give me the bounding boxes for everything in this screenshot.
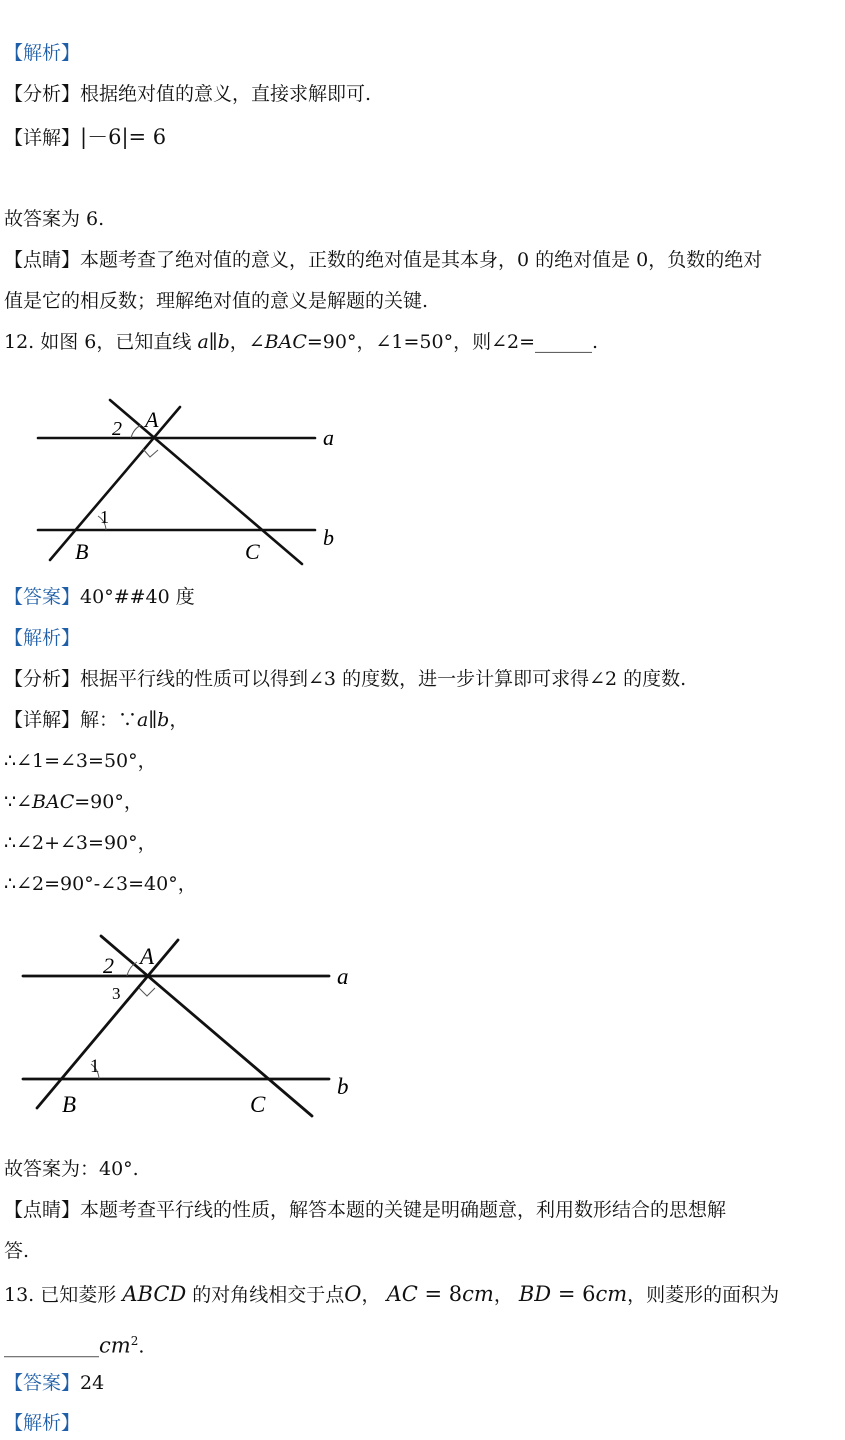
label-A: A <box>145 407 159 432</box>
fenxi-tag: 【分析】 <box>4 83 81 105</box>
right-angle-mark <box>143 449 158 457</box>
analysis-header-12 <box>4 625 80 651</box>
xiangjie-p1: 解：∵ <box>80 709 138 731</box>
sol-label-C: C <box>250 1092 266 1117</box>
eq-ac: = 8 <box>417 1282 463 1306</box>
analysis-header <box>4 40 80 66</box>
xiangjie-tag-12: 【详解】 <box>4 709 81 731</box>
line-b: b <box>217 331 230 353</box>
fenxi-text-12: 根据平行线的性质可以得到∠3 的度数，进一步计算即可求得∠2 的度数. <box>80 668 687 690</box>
parallel-symbol: ∥ <box>208 331 218 353</box>
q13-text-4: ， <box>493 1284 513 1306</box>
answer-line-12 <box>4 1156 139 1182</box>
sol-label-A: A <box>140 944 155 969</box>
comment-line-1 <box>4 247 762 273</box>
dianjing-text-2: 值是它的相反数；理解绝对值的意义是解题的关键. <box>4 290 429 312</box>
q13-text-3: ， <box>361 1284 381 1306</box>
jiexi-tag: 【解析】 <box>4 42 81 64</box>
step-4 <box>4 871 197 897</box>
analysis-header-13 <box>4 1410 80 1436</box>
step-3 <box>4 830 157 856</box>
sol-label-B: B <box>62 1092 77 1117</box>
daan-tag: 【答案】 <box>4 586 81 608</box>
answer-13 <box>4 1370 104 1396</box>
sol-line-ac <box>101 936 312 1116</box>
q13-text-5: ，则菱形的面积为 <box>627 1284 780 1306</box>
figure-6-svg <box>30 395 350 575</box>
comment-line-12-1 <box>4 1197 726 1223</box>
comment-line-12-2 <box>4 1238 29 1264</box>
line-a: a <box>197 331 209 353</box>
step-1 <box>4 748 157 774</box>
eq-bd: = 6 <box>551 1282 596 1306</box>
figure-solution <box>15 930 365 1125</box>
xiangjie-par: ∥ <box>148 709 158 731</box>
unit-superscript: 2 <box>130 1334 139 1348</box>
analysis-line-12 <box>4 666 686 692</box>
label-B: B <box>75 539 89 564</box>
label-a: a <box>323 425 334 450</box>
unit-cm-1: cm <box>462 1282 494 1306</box>
figure-solution-svg <box>15 930 365 1125</box>
line-ac <box>110 400 302 564</box>
question-13-line-2 <box>4 1328 144 1359</box>
question-number: 12. <box>4 331 35 353</box>
point-o: O <box>344 1282 362 1306</box>
angle-2-arc <box>131 425 141 438</box>
comment-line-2 <box>4 288 428 314</box>
xiangjie-a: a <box>137 709 149 731</box>
answer-12 <box>4 584 195 610</box>
answer-blank: __________ <box>4 1335 99 1358</box>
diag-ac: AC <box>386 1282 418 1306</box>
q12-text-3: =90°，∠1=50°，则∠2=______. <box>306 331 599 353</box>
fenxi-text: 根据绝对值的意义，直接求解即可. <box>80 83 372 105</box>
q12-text-2: ，∠ <box>229 331 265 353</box>
xiangjie-tag: 【详解】 <box>4 127 81 149</box>
q13-text-1: 已知菱形 <box>40 1284 117 1306</box>
question-13 <box>4 1281 779 1308</box>
q13-text-2: 的对角线相交于点 <box>192 1284 345 1306</box>
label-b: b <box>323 525 334 550</box>
jiexi-tag-12: 【解析】 <box>4 627 81 649</box>
question-12 <box>4 329 598 355</box>
fenxi-tag-12: 【分析】 <box>4 668 81 690</box>
label-2: 2 <box>112 418 122 440</box>
detail-line-12 <box>4 707 188 733</box>
figure-6 <box>30 395 350 575</box>
dianjing-text-12-1: 本题考查平行线的性质，解答本题的关键是明确题意，利用数形结合的思想解 <box>80 1199 727 1221</box>
dianjing-tag: 【点睛】 <box>4 249 81 271</box>
step-3-text: ∴∠2+∠3=90°， <box>4 832 157 854</box>
answer-line <box>4 206 104 232</box>
answer-text-12: 故答案为：40°. <box>4 1158 139 1180</box>
sol-label-a: a <box>337 964 349 989</box>
step-2b: BAC <box>32 791 75 813</box>
step-4-text: ∴∠2=90°-∠3=40°， <box>4 873 197 895</box>
analysis-line <box>4 81 371 107</box>
question-number-13: 13. <box>4 1284 35 1306</box>
daan-text-13: 24 <box>80 1372 105 1394</box>
jiexi-tag-13: 【解析】 <box>4 1412 81 1434</box>
abs-expression: |－6|= 6 <box>80 125 167 149</box>
diag-bd: BD <box>518 1282 552 1306</box>
label-C: C <box>245 539 260 564</box>
dianjing-tag-12: 【点睛】 <box>4 1199 81 1221</box>
q12-text-1: 如图 6，已知直线 <box>40 331 192 353</box>
rhombus-abcd: ABCD <box>122 1282 187 1306</box>
sol-label-3: 3 <box>112 984 121 1003</box>
sol-label-b: b <box>337 1074 349 1099</box>
daan-text: 40°##40 度 <box>80 586 195 608</box>
q13-end: . <box>138 1335 145 1358</box>
unit-cm-area: cm <box>99 1333 131 1358</box>
step-1-text: ∴∠1=∠3=50°， <box>4 750 157 772</box>
label-1: 1 <box>100 507 109 527</box>
step-2 <box>4 789 143 815</box>
angle-bac: BAC <box>264 331 307 353</box>
xiangjie-p2: ， <box>169 709 189 731</box>
unit-cm-2: cm <box>595 1282 628 1306</box>
dianjing-text-12-2: 答. <box>4 1240 30 1262</box>
step-2a: ∵∠ <box>4 791 33 813</box>
answer-text: 故答案为 6. <box>4 208 105 230</box>
step-2c: =90°， <box>74 791 143 813</box>
sol-label-1: 1 <box>90 1056 100 1077</box>
detail-line <box>4 124 166 151</box>
xiangjie-b: b <box>157 709 170 731</box>
sol-right-angle-mark <box>139 988 155 996</box>
daan-tag-13: 【答案】 <box>4 1372 81 1394</box>
dianjing-text-1: 本题考查了绝对值的意义，正数的绝对值是其本身，0 的绝对值是 0，负数的绝对 <box>80 249 763 271</box>
sol-label-2: 2 <box>103 953 114 978</box>
